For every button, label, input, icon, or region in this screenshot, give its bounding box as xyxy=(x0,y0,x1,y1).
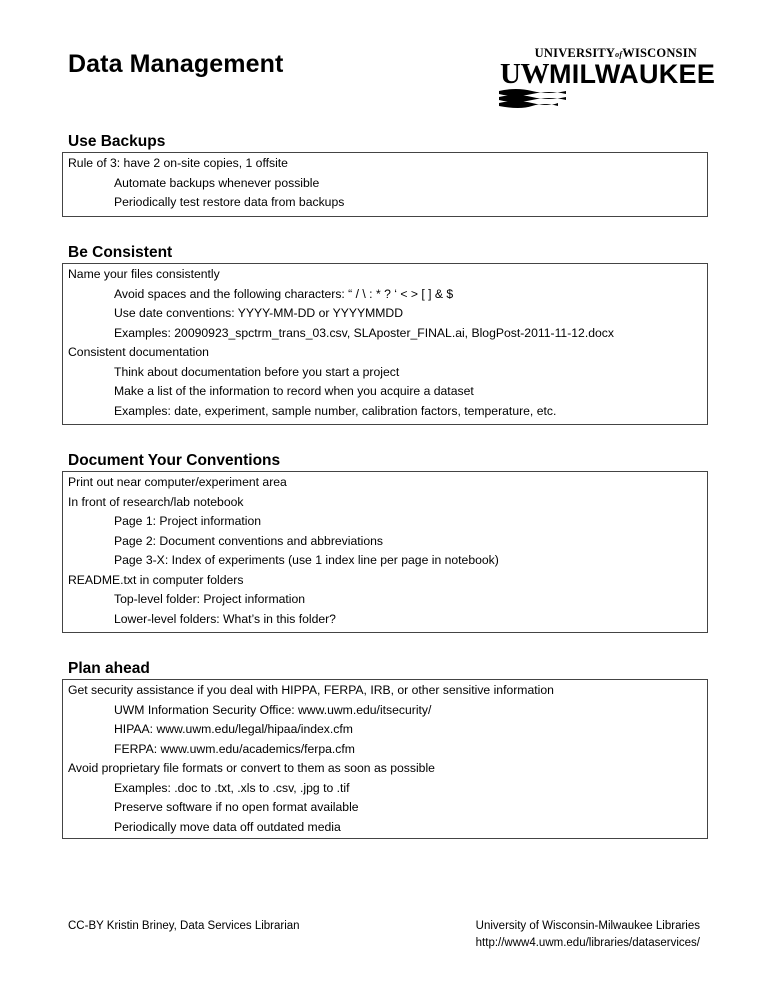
list-item: Think about documentation before you start a project xyxy=(114,364,400,379)
section-box xyxy=(62,152,708,217)
list-item: Print out near computer/experiment area xyxy=(68,475,287,489)
list-item: Avoid proprietary file formats or convert to them as soon as possible xyxy=(68,761,435,775)
list-item: Page 2: Document conventions and abbreviations xyxy=(114,533,383,548)
list-item: HIPAA: www.uwm.edu/legal/hipaa/index.cfm xyxy=(114,722,353,736)
section-heading: Document Your Conventions xyxy=(68,452,281,469)
list-item: Rule of 3: have 2 on-site copies, 1 offsite xyxy=(68,156,288,170)
uwm-logo xyxy=(498,46,716,108)
footer-credit: CC-BY Kristin Briney, Data Services Librarian xyxy=(68,920,300,932)
logo-university-word: UNIVERSITY xyxy=(534,46,616,60)
page-title: Data Management xyxy=(68,50,284,78)
list-item: Preserve software if no open format available xyxy=(114,800,359,814)
footer-library-name: University of Wisconsin-Milwaukee Libraries xyxy=(475,920,700,932)
list-item: Examples: .doc to .txt, .xls to .csv, .jpg to .tif xyxy=(114,780,350,795)
list-item: Use date conventions: YYYY-MM-DD or YYYYMMDD xyxy=(114,306,403,320)
section-document-your-conventions xyxy=(62,450,708,633)
footer-library-url: http://www4.uwm.edu/libraries/dataservices/ xyxy=(475,937,700,949)
list-item: UWM Information Security Office: www.uwm.edu/itsecurity/ xyxy=(114,702,432,717)
section-heading: Plan ahead xyxy=(68,660,150,677)
list-item: In front of research/lab notebook xyxy=(68,494,244,509)
logo-wordmark xyxy=(500,60,715,89)
list-item: Name your files consistently xyxy=(68,267,220,281)
logo-milwaukee: MILWAUKEE xyxy=(548,59,716,89)
footer-library xyxy=(476,918,700,952)
list-item: Consistent documentation xyxy=(68,345,209,359)
list-item: Top-level folder: Project information xyxy=(114,592,306,606)
list-item: Periodically move data off outdated media xyxy=(114,819,341,834)
section-box xyxy=(62,679,708,839)
list-item: Make a list of the information to record when you acquire a dataset xyxy=(114,384,474,398)
list-item: Page 3-X: Index of experiments (use 1 index line per page in notebook) xyxy=(114,553,499,567)
list-item: Lower-level folders: What’s in this folder? xyxy=(114,611,336,626)
logo-wisconsin-word: WISCONSIN xyxy=(622,46,697,60)
section-heading: Be Consistent xyxy=(68,244,173,261)
list-item: Page 1: Project information xyxy=(114,514,262,528)
logo-wave-icon xyxy=(498,88,568,108)
list-item: Examples: 20090923_spctrm_trans_03.csv, SLAposter_FINAL.ai, BlogPost-2011-11-12.docx xyxy=(114,325,614,340)
logo-uw: UW xyxy=(500,58,549,90)
section-box xyxy=(62,471,708,633)
section-plan-ahead xyxy=(62,658,708,839)
list-item: Periodically test restore data from backups xyxy=(114,195,345,209)
list-item: README.txt in computer folders xyxy=(68,572,244,587)
list-item: Get security assistance if you deal with HIPPA, FERPA, IRB, or other sensitive information xyxy=(68,683,554,697)
list-item: Examples: date, experiment, sample number, calibration factors, temperature, etc. xyxy=(114,403,557,418)
section-box xyxy=(62,263,708,425)
section-use-backups xyxy=(62,131,708,217)
section-heading: Use Backups xyxy=(68,133,166,150)
section-be-consistent xyxy=(62,242,708,425)
list-item: FERPA: www.uwm.edu/academics/ferpa.cfm xyxy=(114,741,355,756)
list-item: Automate backups whenever possible xyxy=(114,175,320,190)
list-item: Avoid spaces and the following characters: “ / \ : * ? ‘ < > [ ] & $ xyxy=(114,286,454,301)
logo-of-word: of xyxy=(615,50,623,59)
